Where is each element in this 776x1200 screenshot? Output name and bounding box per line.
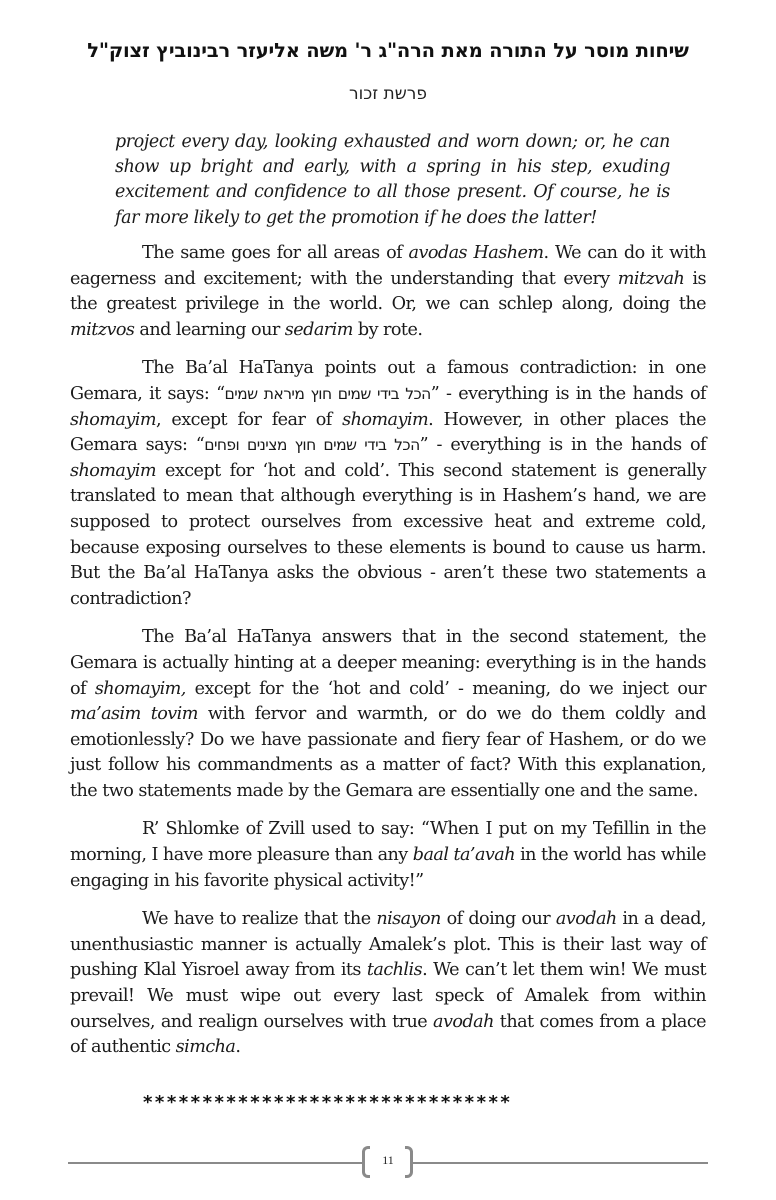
text-run: . We can do it with eagerness and excitement; with the understanding that every [70, 243, 706, 289]
italic-term: baal ta’avah [412, 845, 516, 866]
running-header-parsha: פרשת זכור [349, 84, 427, 104]
italic-term: ma’asim tovim [70, 704, 198, 725]
italic-term: mitzvah [617, 268, 685, 289]
text-run: is the greatest privilege in the world. Or, we can schlep along, doing the [70, 268, 706, 315]
page-number-bracket-left [362, 1146, 370, 1178]
text-run: except for the ‘hot and cold’ - meaning, do we inject our [185, 678, 707, 699]
text-run: except for ‘hot and cold’. This second statement is generally translated to mean that although everything is in Hashem’s hand, we are supposed to protect ourselves from excessive heat and extreme cold, because exposing ourselves to these elements is bound to cause us harm. But the Ba’al HaTanya asks the obvious - aren’t these two statements a contradiction? [70, 460, 706, 609]
text-run: R’ Shlomke of Zvill used to say: “When I put on my Tefillin in the morning, I have more pleasure than any [70, 819, 706, 866]
italic-term: shomayim, [94, 678, 186, 699]
italic-term: shomayim [70, 409, 156, 430]
text-run: and learning our [134, 319, 285, 340]
text-run: ” - everything is in the hands of [419, 435, 706, 456]
text-run: The Ba’al HaTanya answers that in the second statement, the Gemara is actually hinting at a deeper meaning: everything is in the hands of [70, 627, 706, 699]
paragraph-answer [70, 625, 706, 804]
text-run: The same goes for all areas of [142, 243, 409, 263]
text-run: ” - everything is in the hands of [430, 383, 706, 404]
footer-rule-right [412, 1162, 708, 1164]
italic-term: sedarim [284, 319, 353, 340]
paragraph-contradiction [70, 356, 706, 612]
section-divider-stars: ******************************* [143, 1092, 513, 1113]
italic-term: shomayim [342, 409, 429, 430]
paragraph-avodas-hashem [70, 241, 706, 343]
italic-term: avodas Hashem [408, 243, 544, 263]
hebrew-quote: הכל בידי שמים חוץ מצינים ופחים [204, 436, 420, 455]
text-run: with fervor and warmth, or do we do them coldly and emotionlessly? Do we have passionate and fiery fear of Hashem, or do we just follow his commandments as a matter of fact? With this explanation, the two statements made by the Gemara are essentially one and the same. [70, 704, 706, 801]
text-run: in the world has while engaging in his favorite physical activity!” [70, 845, 707, 891]
italic-term: shomayim [70, 460, 156, 481]
italic-term: avodah [433, 1011, 494, 1032]
italic-term: tachlis [366, 960, 423, 981]
paragraph-amalek [70, 907, 706, 1061]
text-run: . However, in other places the Gemara says: “ [70, 409, 706, 456]
text-run: . We can’t let them win! We must prevail! We must wipe out every last speck of Amalek from within ourselves, and realign ourselves with true [70, 960, 706, 1032]
page-number: 11 [382, 1153, 394, 1167]
text-run: We have to realize that the [142, 909, 377, 930]
italic-term: mitzvos [70, 319, 135, 340]
running-header-title: שיחות מוסר על התורה מאת הרה"ג ר' משה אליעזר רבינוביץ זצוק"ל [87, 39, 689, 62]
footer-rule-left [68, 1162, 364, 1164]
italic-term: simcha [175, 1037, 236, 1058]
text-run: The Ba’al HaTanya points out a famous contradiction: in one Gemara, it says: “ [70, 358, 706, 404]
italic-term: nisayon [376, 909, 441, 930]
italic-quote-block: project every day, looking exhausted and worn down; or, he can show up bright and early, with a spring in his step, exuding excitement and confidence to all those present. Of course, he is far more likely to get the promotion if he does the latter! [115, 132, 670, 228]
text-run: in a dead, unenthusiastic manner is actually Amalek’s plot. This is their last way of pushing Klal Yisroel away from its [70, 909, 706, 981]
text-run: that comes from a place of authentic [70, 1011, 707, 1058]
body-text [70, 241, 706, 1074]
hebrew-quote: הכל בידי שמים חוץ מיראת שמים [224, 384, 431, 403]
text-run: . [235, 1037, 241, 1058]
italic-term: avodah [555, 909, 617, 930]
text-run: of doing our [440, 909, 556, 930]
text-run: by rote. [352, 319, 423, 340]
text-run: , except for fear of [155, 409, 343, 430]
paragraph-shlomke-zvill [70, 817, 706, 894]
